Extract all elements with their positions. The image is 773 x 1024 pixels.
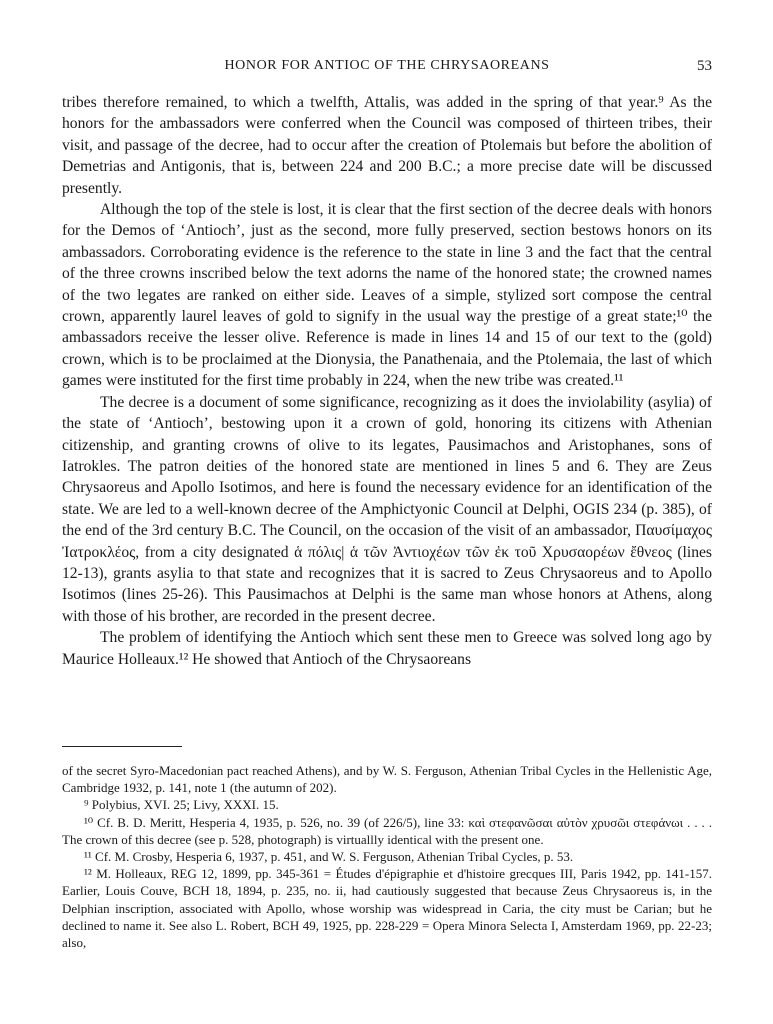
paragraph-4: The problem of identifying the Antioch which sent these men to Greece was solved long ago by Maurice Holleaux.¹² He showed that Antioch of the Chrysaoreans (62, 629, 712, 668)
running-head (62, 58, 712, 78)
footnote-10: ¹⁰ Cf. B. D. Meritt, Hesperia 4, 1935, p. 526, no. 39 (of 226/5), line 33: καὶ στεφανῶσαι αὐτὸν χρυσῶι στεφάνωι . . . . The crown of this decree (see p. 528, photograph) is virtuallly identical with the present one. (62, 814, 712, 847)
footnote-11: ¹¹ Cf. M. Crosby, Hesperia 6, 1937, p. 451, and W. S. Ferguson, Athenian Tribal Cycles, p. 53. (84, 849, 574, 865)
footnote-continuation: of the secret Syro-Macedonian pact reached Athens), and by W. S. Ferguson, Athenian Tribal Cycles in the Hellenistic Age, Cambridge 1932, p. 141, note 1 (the autumn of 202). (62, 763, 712, 796)
footnotes (62, 762, 712, 951)
footnote-9: ⁹ Polybius, XVI. 25; Livy, XXXI. 15. (84, 797, 279, 813)
footnote-12: ¹² M. Holleaux, REG 12, 1899, pp. 345-361 = Études d'épigraphie et d'histoire grecques III, Paris 1942, pp. 141-157. Earlier, Louis Couve, BCH 18, 1894, p. 235, no. ii, had cautiously suggested that because Zeus Chrysaoreus is, in the Delphian inscription, associated with Apollo, whose worship was widespread in Caria, the city must be Carian; but he declined to name it. See also L. Robert, BCH 49, 1925, pp. 228-229 = Opera Minora Selecta I, Amsterdam 1969, pp. 22-23; also, (62, 866, 712, 951)
paragraph-2: Although the top of the stele is lost, it is clear that the first section of the decree deals with honors for the Demos of ‘Antioch’, just as the second, more fully preserved, section bestows honors on its ambassadors. Corroborating evidence is the reference to the state in line 3 and the fact that the central of the three crowns inscribed below the text adorns the name of the honored state; the crowned names of the two legates are ranked on either side. Leaves of a simple, stylized sort compose the central crown, apparently laurel leaves of gold to signify in the usual way the prestige of a great state;¹⁰ the ambassadors receive the lesser olive. Reference is made in lines 14 and 15 of our text to the (gold) crown, which is to be proclaimed at the Dionysia, the Panathenaia, and the Ptolemaia, the last of which games were instituted for the first time probably in 224, when the new tribe was created.¹¹ (62, 201, 712, 390)
page-number: 53 (697, 58, 712, 74)
running-title: HONOR FOR ANTIOC OF THE CHRYSAOREANS (224, 58, 550, 73)
paragraph-1: tribes therefore remained, to which a twelfth, Attalis, was added in the spring of that year.⁹ As the honors for the ambassadors were conferred when the Council was composed of thirteen tribes, their visit, and passage of the decree, had to occur after the creation of Ptolemais but before the abolition of Demetrias and Antigonis, that is, between 224 and 200 B.C.; a more precise date will be discussed presently. (62, 94, 712, 197)
paragraph-3: The decree is a document of some significance, recognizing as it does the inviolability (asylia) of the state of ‘Antioch’, bestowing upon it a crown of gold, honoring its citizens with Athenian citizenship, and granting crowns of olive to its legates, Pausimachos and Aristophanes, sons of Iatrokles. The patron deities of the honored state are mentioned in lines 5 and 6. They are Zeus Chrysaoreus and Apollo Isotimos, and here is found the necessary evidence for an identification of the state. We are led to a well-known decree of the Amphictyonic Council at Delphi, OGIS 234 (p. 385), of the end of the 3rd century B.C. The Council, on the occasion of the visit of an ambassador, Παυσίμαχος Ἰατροκλέος, from a city designated ἁ πόλις| ἁ τῶν Ἀντιοχέων τῶν ἐκ τοῦ Χρυσαορέων ἔθνεος (lines 12-13), grants asylia to that state and recognizes that it is sacred to Zeus Chrysaoreus and to Apollo Isotimos (lines 25-26). This Pausimachos at Delphi is the same man whose honors at Athens, along with those of his brother, are recorded in the present decree. (62, 393, 712, 625)
body-text (62, 92, 712, 670)
footnote-rule (62, 746, 182, 747)
